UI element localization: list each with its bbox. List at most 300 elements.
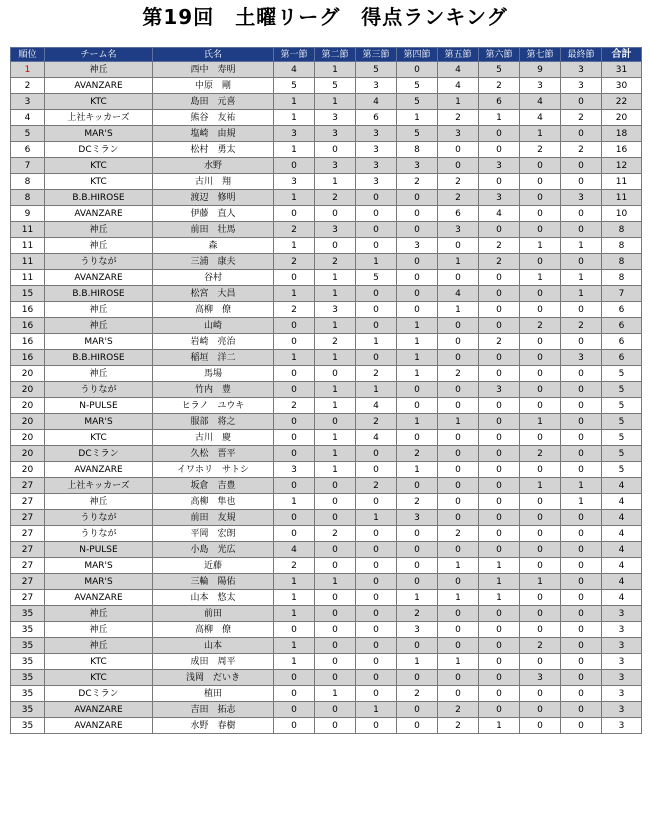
round-6-cell: 0 [479,366,520,382]
team-cell: 神丘 [45,222,153,238]
player-name-cell: 山本 [153,638,274,654]
round-5-cell: 1 [438,558,479,574]
round-1-cell: 0 [274,318,315,334]
final-round-cell: 0 [561,510,602,526]
round-6-cell: 6 [479,94,520,110]
player-name-cell: 前田 [153,606,274,622]
total-cell: 4 [602,510,642,526]
total-cell: 8 [602,254,642,270]
round-4-cell: 0 [397,302,438,318]
round-1-cell: 0 [274,446,315,462]
round-6-cell: 0 [479,462,520,478]
round-2-cell: 0 [315,606,356,622]
final-round-cell: 0 [561,670,602,686]
total-cell: 22 [602,94,642,110]
round-2-cell: 0 [315,206,356,222]
table-row [11,366,642,382]
final-round-cell: 0 [561,574,602,590]
round-5-cell: 2 [438,190,479,206]
round-5-cell: 0 [438,606,479,622]
round-2-cell: 0 [315,414,356,430]
player-name-cell: 島田 元喜 [153,94,274,110]
round-5-cell: 0 [438,574,479,590]
round-6-cell: 2 [479,334,520,350]
round-6-cell: 3 [479,190,520,206]
round-5-cell: 0 [438,430,479,446]
round-7-cell: 3 [520,670,561,686]
table-row [11,686,642,702]
round-2-cell: 0 [315,622,356,638]
player-name-cell: 谷村 [153,270,274,286]
total-cell: 4 [602,542,642,558]
round-3-cell: 5 [356,62,397,78]
round-1-cell: 1 [274,606,315,622]
rank-cell: 20 [11,414,45,430]
team-cell: 神丘 [45,238,153,254]
round-5-cell: 2 [438,366,479,382]
round-7-cell: 0 [520,526,561,542]
player-name-cell: 植田 [153,686,274,702]
round-7-cell: 9 [520,62,561,78]
final-round-cell: 0 [561,622,602,638]
final-round-cell: 0 [561,94,602,110]
team-cell: AVANZARE [45,590,153,606]
round-3-cell: 3 [356,142,397,158]
round-7-cell: 0 [520,302,561,318]
total-cell: 8 [602,270,642,286]
round-5-cell: 0 [438,334,479,350]
table-row [11,574,642,590]
final-round-cell: 2 [561,110,602,126]
total-cell: 5 [602,382,642,398]
table-row [11,206,642,222]
round-6-cell: 0 [479,542,520,558]
round-4-cell: 1 [397,350,438,366]
round-1-cell: 2 [274,302,315,318]
round-6-cell: 0 [479,222,520,238]
round-3-cell: 0 [356,286,397,302]
rank-cell: 16 [11,350,45,366]
team-cell: DCミラン [45,142,153,158]
round-7-cell: 1 [520,238,561,254]
round-3-cell: 5 [356,270,397,286]
rank-cell: 27 [11,590,45,606]
rank-cell: 8 [11,174,45,190]
team-cell: MAR'S [45,414,153,430]
round-6-cell: 0 [479,286,520,302]
team-cell: N-PULSE [45,542,153,558]
player-name-cell: 古川 翔 [153,174,274,190]
team-cell: KTC [45,670,153,686]
rank-cell: 16 [11,302,45,318]
round-2-cell: 1 [315,462,356,478]
round-3-cell: 0 [356,654,397,670]
rank-cell: 11 [11,222,45,238]
round-1-cell: 1 [274,494,315,510]
round-1-cell: 3 [274,174,315,190]
rank-cell: 11 [11,238,45,254]
round-3-cell: 0 [356,190,397,206]
rank-cell: 27 [11,574,45,590]
table-row [11,478,642,494]
round-6-cell: 2 [479,78,520,94]
round-4-cell: 0 [397,190,438,206]
round-2-cell: 3 [315,302,356,318]
final-round-cell: 3 [561,190,602,206]
round-6-cell: 0 [479,398,520,414]
round-4-cell: 5 [397,126,438,142]
round-7-cell: 0 [520,590,561,606]
player-name-cell: 吉田 拓志 [153,702,274,718]
round-6-cell: 0 [479,670,520,686]
round-6-cell: 0 [479,302,520,318]
round-7-cell: 0 [520,366,561,382]
round-2-cell: 2 [315,526,356,542]
round-1-cell: 2 [274,558,315,574]
table-row [11,606,642,622]
table-row [11,382,642,398]
round-4-cell: 0 [397,478,438,494]
column-header-round-2: 第二節 [315,48,356,62]
round-3-cell: 1 [356,254,397,270]
table-row [11,510,642,526]
final-round-cell: 1 [561,478,602,494]
round-6-cell: 0 [479,174,520,190]
table-row [11,254,642,270]
player-name-cell: 竹内 豊 [153,382,274,398]
round-2-cell: 3 [315,110,356,126]
round-1-cell: 2 [274,222,315,238]
column-header-round-4: 第四節 [397,48,438,62]
table-row [11,158,642,174]
player-name-cell: 伊藤 直人 [153,206,274,222]
round-2-cell: 1 [315,574,356,590]
total-cell: 5 [602,366,642,382]
player-name-cell: 森 [153,238,274,254]
round-5-cell: 0 [438,462,479,478]
player-name-cell: 近藤 [153,558,274,574]
final-round-cell: 0 [561,558,602,574]
team-cell: KTC [45,430,153,446]
round-7-cell: 0 [520,718,561,734]
round-7-cell: 0 [520,462,561,478]
round-3-cell: 0 [356,318,397,334]
team-cell: KTC [45,174,153,190]
round-5-cell: 4 [438,286,479,302]
round-5-cell: 2 [438,718,479,734]
round-3-cell: 2 [356,366,397,382]
round-1-cell: 0 [274,414,315,430]
round-2-cell: 0 [315,590,356,606]
player-name-cell: 高柳 僚 [153,622,274,638]
round-2-cell: 0 [315,494,356,510]
round-7-cell: 1 [520,270,561,286]
round-3-cell: 1 [356,702,397,718]
final-round-cell: 0 [561,702,602,718]
total-cell: 6 [602,302,642,318]
round-7-cell: 0 [520,494,561,510]
round-7-cell: 0 [520,382,561,398]
table-row [11,558,642,574]
table-row [11,350,642,366]
round-6-cell: 1 [479,558,520,574]
round-1-cell: 4 [274,62,315,78]
rank-cell: 20 [11,398,45,414]
round-5-cell: 1 [438,590,479,606]
column-header-total: 合計 [602,48,642,62]
table-row [11,94,642,110]
player-name-cell: 松宮 大昌 [153,286,274,302]
round-4-cell: 5 [397,78,438,94]
round-7-cell: 0 [520,222,561,238]
rank-cell: 35 [11,654,45,670]
round-4-cell: 0 [397,222,438,238]
round-4-cell: 2 [397,686,438,702]
round-3-cell: 3 [356,126,397,142]
team-cell: 神丘 [45,638,153,654]
round-6-cell: 0 [479,606,520,622]
round-6-cell: 0 [479,430,520,446]
round-5-cell: 6 [438,206,479,222]
round-1-cell: 1 [274,190,315,206]
round-3-cell: 0 [356,718,397,734]
round-7-cell: 0 [520,174,561,190]
player-name-cell: 中原 剛 [153,78,274,94]
total-cell: 4 [602,494,642,510]
round-3-cell: 2 [356,414,397,430]
final-round-cell: 2 [561,142,602,158]
round-3-cell: 4 [356,430,397,446]
player-name-cell: 西中 寿明 [153,62,274,78]
total-cell: 6 [602,350,642,366]
column-header-round-6: 第六節 [479,48,520,62]
round-5-cell: 0 [438,142,479,158]
table-row [11,238,642,254]
total-cell: 4 [602,590,642,606]
final-round-cell: 0 [561,302,602,318]
round-4-cell: 0 [397,270,438,286]
round-4-cell: 1 [397,110,438,126]
round-4-cell: 0 [397,286,438,302]
round-1-cell: 0 [274,510,315,526]
round-5-cell: 0 [438,510,479,526]
round-7-cell: 4 [520,94,561,110]
total-cell: 20 [602,110,642,126]
final-round-cell: 1 [561,270,602,286]
round-1-cell: 1 [274,638,315,654]
round-7-cell: 1 [520,478,561,494]
player-name-cell: 成田 周平 [153,654,274,670]
round-2-cell: 0 [315,670,356,686]
round-4-cell: 2 [397,494,438,510]
round-5-cell: 0 [438,542,479,558]
total-cell: 4 [602,526,642,542]
table-row [11,526,642,542]
team-cell: MAR'S [45,574,153,590]
rank-cell: 6 [11,142,45,158]
team-cell: DCミラン [45,446,153,462]
round-3-cell: 0 [356,606,397,622]
round-5-cell: 1 [438,94,479,110]
player-name-cell: イワホリ サトシ [153,462,274,478]
column-header-round-5: 第五節 [438,48,479,62]
column-header-round-1: 第一節 [274,48,315,62]
final-round-cell: 0 [561,206,602,222]
round-6-cell: 3 [479,382,520,398]
round-7-cell: 2 [520,446,561,462]
round-4-cell: 0 [397,430,438,446]
round-2-cell: 1 [315,382,356,398]
round-6-cell: 0 [479,478,520,494]
round-5-cell: 0 [438,622,479,638]
total-cell: 18 [602,126,642,142]
table-row [11,462,642,478]
round-1-cell: 2 [274,254,315,270]
total-cell: 5 [602,398,642,414]
rank-cell: 11 [11,254,45,270]
table-row [11,318,642,334]
rank-cell: 35 [11,622,45,638]
round-3-cell: 0 [356,446,397,462]
round-2-cell: 0 [315,638,356,654]
round-1-cell: 1 [274,142,315,158]
round-3-cell: 0 [356,462,397,478]
total-cell: 3 [602,670,642,686]
round-1-cell: 0 [274,526,315,542]
round-3-cell: 1 [356,510,397,526]
team-cell: AVANZARE [45,206,153,222]
rank-cell: 2 [11,78,45,94]
round-7-cell: 3 [520,78,561,94]
round-2-cell: 2 [315,254,356,270]
team-cell: AVANZARE [45,78,153,94]
round-2-cell: 0 [315,478,356,494]
round-3-cell: 3 [356,78,397,94]
total-cell: 8 [602,238,642,254]
round-6-cell: 0 [479,510,520,526]
round-4-cell: 0 [397,206,438,222]
round-6-cell: 0 [479,350,520,366]
round-6-cell: 2 [479,254,520,270]
player-name-cell: 前田 壮馬 [153,222,274,238]
round-7-cell: 1 [520,414,561,430]
round-3-cell: 0 [356,574,397,590]
final-round-cell: 0 [561,126,602,142]
round-6-cell: 4 [479,206,520,222]
round-5-cell: 0 [438,318,479,334]
round-1-cell: 0 [274,686,315,702]
table-row [11,670,642,686]
round-4-cell: 0 [397,702,438,718]
total-cell: 3 [602,702,642,718]
column-header-rank: 順位 [11,48,45,62]
table-row [11,78,642,94]
team-cell: 神丘 [45,622,153,638]
total-cell: 4 [602,574,642,590]
round-2-cell: 0 [315,542,356,558]
total-cell: 3 [602,622,642,638]
player-name-cell: 松村 勇太 [153,142,274,158]
round-6-cell: 1 [479,574,520,590]
player-name-cell: 坂倉 吉豊 [153,478,274,494]
team-cell: うりなが [45,526,153,542]
table-header-row [11,48,642,62]
round-6-cell: 1 [479,590,520,606]
round-6-cell: 0 [479,638,520,654]
rank-cell: 27 [11,542,45,558]
round-1-cell: 0 [274,334,315,350]
round-3-cell: 4 [356,94,397,110]
round-3-cell: 0 [356,302,397,318]
round-3-cell: 3 [356,158,397,174]
round-5-cell: 0 [438,494,479,510]
table-row [11,142,642,158]
player-name-cell: ヒラノ ユウキ [153,398,274,414]
team-cell: 上社キッカーズ [45,478,153,494]
final-round-cell: 0 [561,334,602,350]
player-name-cell: 服部 将之 [153,414,274,430]
table-body [11,62,642,734]
round-2-cell: 1 [315,286,356,302]
team-cell: AVANZARE [45,718,153,734]
rank-cell: 35 [11,686,45,702]
round-4-cell: 2 [397,446,438,462]
team-cell: うりなが [45,254,153,270]
round-2-cell: 1 [315,446,356,462]
round-4-cell: 2 [397,174,438,190]
team-cell: N-PULSE [45,398,153,414]
round-7-cell: 1 [520,574,561,590]
round-1-cell: 5 [274,78,315,94]
round-1-cell: 0 [274,670,315,686]
rank-cell: 27 [11,510,45,526]
round-7-cell: 0 [520,606,561,622]
round-4-cell: 0 [397,638,438,654]
final-round-cell: 2 [561,318,602,334]
rank-cell: 27 [11,526,45,542]
round-1-cell: 1 [274,574,315,590]
total-cell: 5 [602,462,642,478]
round-5-cell: 0 [438,670,479,686]
round-1-cell: 0 [274,622,315,638]
total-cell: 7 [602,286,642,302]
team-cell: 神丘 [45,62,153,78]
round-3-cell: 0 [356,670,397,686]
team-cell: 上社キッカーズ [45,110,153,126]
round-5-cell: 1 [438,414,479,430]
total-cell: 12 [602,158,642,174]
total-cell: 3 [602,686,642,702]
total-cell: 10 [602,206,642,222]
round-1-cell: 1 [274,110,315,126]
round-1-cell: 1 [274,654,315,670]
round-2-cell: 3 [315,158,356,174]
total-cell: 3 [602,638,642,654]
round-5-cell: 3 [438,126,479,142]
round-2-cell: 0 [315,142,356,158]
team-cell: KTC [45,94,153,110]
final-round-cell: 1 [561,238,602,254]
rank-cell: 20 [11,430,45,446]
round-6-cell: 1 [479,718,520,734]
round-5-cell: 2 [438,526,479,542]
total-cell: 11 [602,190,642,206]
rank-cell: 4 [11,110,45,126]
round-4-cell: 0 [397,62,438,78]
team-cell: KTC [45,158,153,174]
round-6-cell: 1 [479,110,520,126]
round-4-cell: 3 [397,622,438,638]
